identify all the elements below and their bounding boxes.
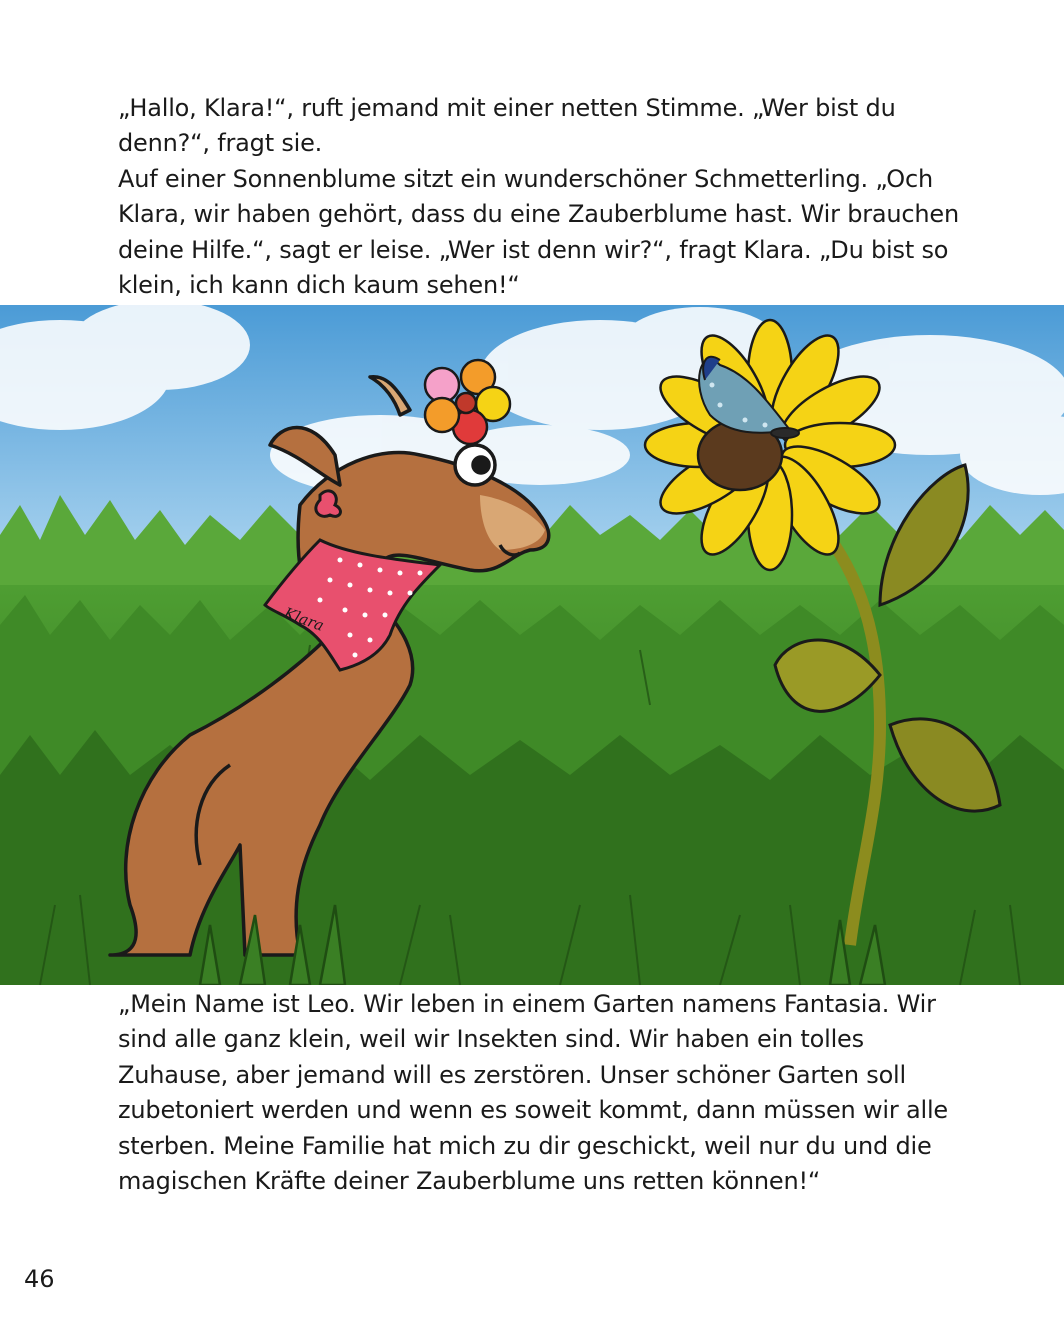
paragraph-2: Auf einer Sonnenblume sitzt ein wunderschöner Schmetterling. „Och Klara, wir haben gehört, dass du eine Zauberblume hast. Wir brauchen deine Hilfe.“, sagt er leise. „Wer ist denn wir?“, fragt Klara. „Du bist so klein, ich kann dich kaum sehen!“ [118, 164, 959, 300]
paragraph-1: „Hallo, Klara!“, ruft jemand mit einer netten Stimme. „Wer bist du denn?“, fragt sie. [118, 94, 896, 158]
page-number: 46 [24, 1265, 55, 1293]
scarf-label: Klara [281, 603, 327, 635]
bottom-text-block [118, 987, 978, 1199]
paragraph-3: „Mein Name ist Leo. Wir leben in einem Garten namens Fantasia. Wir sind alle ganz klein, weil wir Insekten sind. Wir haben ein tolles Zuhause, aber jemand will es zerstören. Unser schöner Garten soll zubetoniert werden und wenn es soweit kommt, dann müssen wir alle sterben. Meine Familie hat mich zu dir geschickt, weil nur du und die magischen Kräfte deiner Zauberblume uns retten können!“ [118, 990, 949, 1196]
goat-and-butterfly-illustration [0, 305, 1064, 985]
top-text-block [118, 91, 978, 303]
